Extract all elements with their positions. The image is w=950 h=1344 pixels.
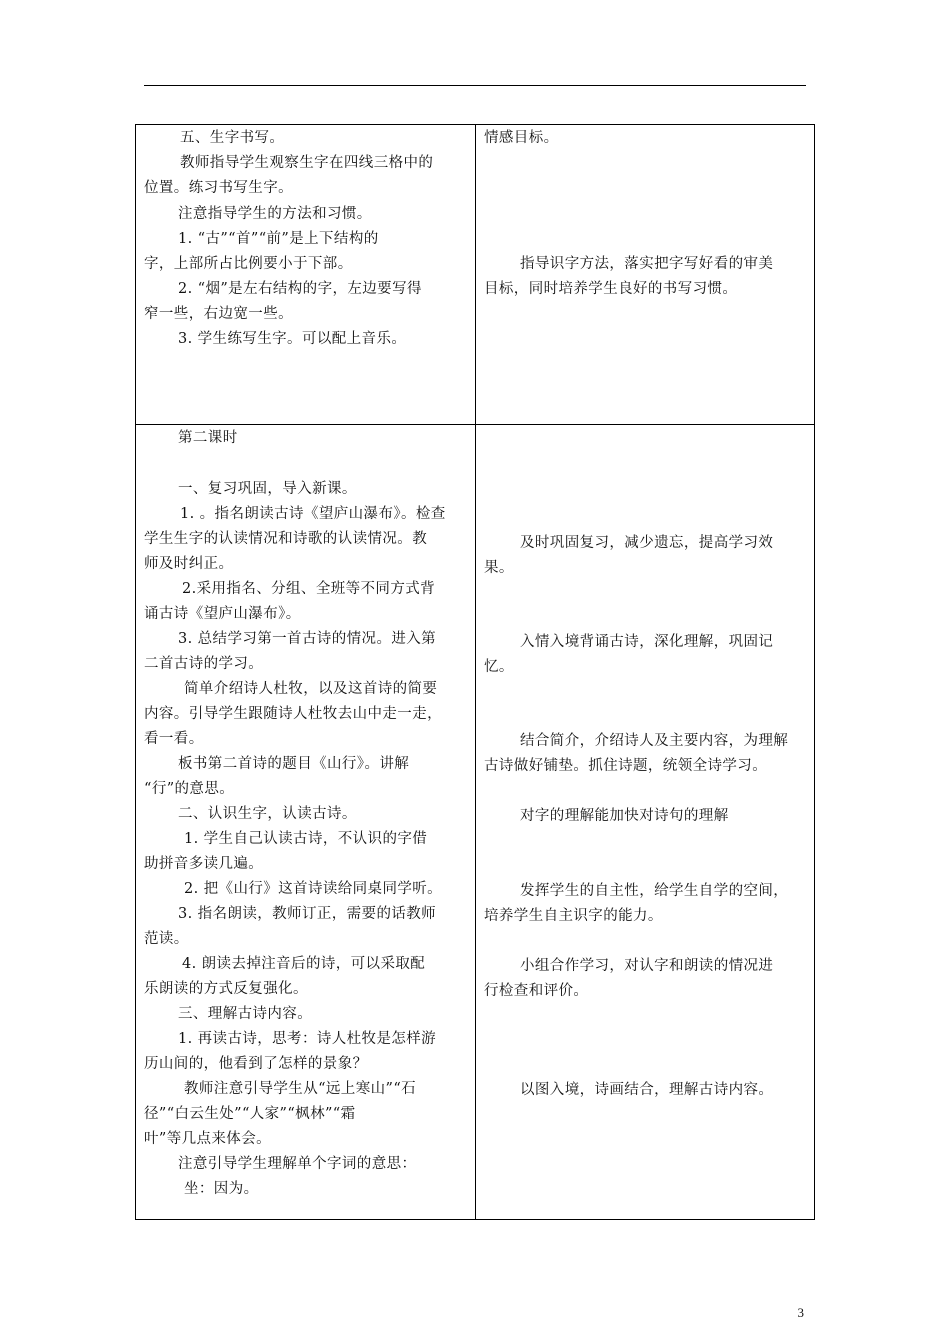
process-text-line: 注意指导学生的方法和习惯。 [178, 206, 372, 222]
process-text-line: 诵古诗《望庐山瀑布》。 [144, 606, 301, 622]
process-text-line: 字，上部所占比例要小于下部。 [144, 256, 353, 272]
process-text-line: 注意引导学生理解单个字词的意思： [178, 1156, 417, 1172]
intent-text-line: 古诗做好铺垫。抓住诗题，统领全诗学习。 [484, 758, 768, 774]
intent-text-line: 以图入境，诗画结合，理解古诗内容。 [520, 1082, 774, 1098]
process-text-line: 历山间的，他看到了怎样的景象？ [144, 1056, 368, 1072]
process-text-line: 一、复习巩固，导入新课。 [178, 481, 357, 497]
process-text-line: 3. 指名朗读，教师订正，需要的话教师 [178, 906, 437, 922]
process-text-line: 第二课时 [178, 430, 238, 446]
intent-text-line: 目标，同时培养学生良好的书写习惯。 [484, 281, 738, 297]
process-text-line: 1. 再读古诗，思考：诗人杜牧是怎样游 [178, 1031, 437, 1047]
process-text-line: 教师指导学生观察生字在四线三格中的 [180, 155, 434, 171]
process-text-line: 二、认识生字，认读古诗。 [178, 806, 357, 822]
process-text-line: 3. 学生练写生字。可以配上音乐。 [178, 331, 407, 347]
process-text-line: 板书第二首诗的题目《山行》。讲解 [178, 756, 410, 772]
process-text-line: 1. 。指名朗读古诗《望庐山瀑布》。检查 [180, 506, 446, 522]
process-text-line: 1. “古”“首”“前”是上下结构的 [178, 231, 379, 247]
process-text-line: 范读。 [144, 931, 189, 947]
process-text-line: 2.采用指名、分组、全班等不同方式背 [182, 581, 436, 597]
intent-text-line: 果。 [484, 560, 514, 576]
process-text-line: 三、理解古诗内容。 [178, 1006, 313, 1022]
row-divider [136, 424, 814, 425]
column-divider [475, 125, 476, 1219]
process-text-line: 1. 学生自己认读古诗，不认识的字借 [184, 831, 428, 847]
process-text-line: 窄一些，右边宽一些。 [144, 306, 293, 322]
intent-text-line: 培养学生自主识字的能力。 [484, 908, 663, 924]
process-text-line: 师及时纠正。 [144, 556, 234, 572]
process-text-line: 叶”等几点来体会。 [144, 1131, 272, 1147]
page-number: 3 [797, 1305, 804, 1320]
intent-text-line: 入情入境背诵古诗，深化理解，巩固记 [520, 634, 774, 650]
intent-text-line: 情感目标。 [484, 130, 559, 146]
header-rule [144, 85, 806, 86]
process-text-line: 五、生字书写。 [180, 130, 285, 146]
intent-text-line: 行检查和评价。 [484, 983, 589, 999]
intent-text-line: 发挥学生的自主性，给学生自学的空间， [520, 883, 789, 899]
process-text-line: 坐：因为。 [184, 1181, 259, 1197]
process-text-line: 3. 总结学习第一首古诗的情况。进入第 [178, 631, 437, 647]
process-text-line: 助拼音多读几遍。 [144, 856, 264, 872]
intent-text-line: 及时巩固复习，减少遗忘，提高学习效 [520, 535, 774, 551]
intent-text-line: 结合简介，介绍诗人及主要内容，为理解 [520, 733, 789, 749]
process-text-line: “行”的意思。 [144, 781, 235, 797]
process-text-line: 2. 把《山行》这首诗读给同桌同学听。 [184, 881, 443, 897]
process-text-line: 乐朗读的方式反复强化。 [144, 981, 308, 997]
intent-text-line: 忆。 [484, 659, 514, 675]
process-text-line: 2. “烟”是左右结构的字，左边要写得 [178, 281, 422, 297]
process-text-line: 教师注意引导学生从“远上寒山”“石 [184, 1081, 417, 1097]
process-text-line: 简单介绍诗人杜牧，以及这首诗的简要 [184, 681, 438, 697]
intent-text-line: 小组合作学习，对认字和朗读的情况进 [520, 958, 774, 974]
intent-text-line: 对字的理解能加快对诗句的理解 [520, 808, 729, 824]
process-text-line: 内容。引导学生跟随诗人杜牧去山中走一走， [144, 706, 442, 722]
process-text-line: 学生生字的认读情况和诗歌的认读情况。教 [144, 531, 428, 547]
process-text-line: 位置。练习书写生字。 [144, 180, 293, 196]
process-text-line: 4. 朗读去掉注音后的诗，可以采取配 [182, 956, 426, 972]
process-text-line: 看一看。 [144, 731, 204, 747]
intent-text-line: 指导识字方法，落实把字写好看的审美 [520, 256, 774, 272]
process-text-line: 径”“白云生处”“人家”“枫林”“霜 [144, 1106, 356, 1122]
process-text-line: 二首古诗的学习。 [144, 656, 264, 672]
